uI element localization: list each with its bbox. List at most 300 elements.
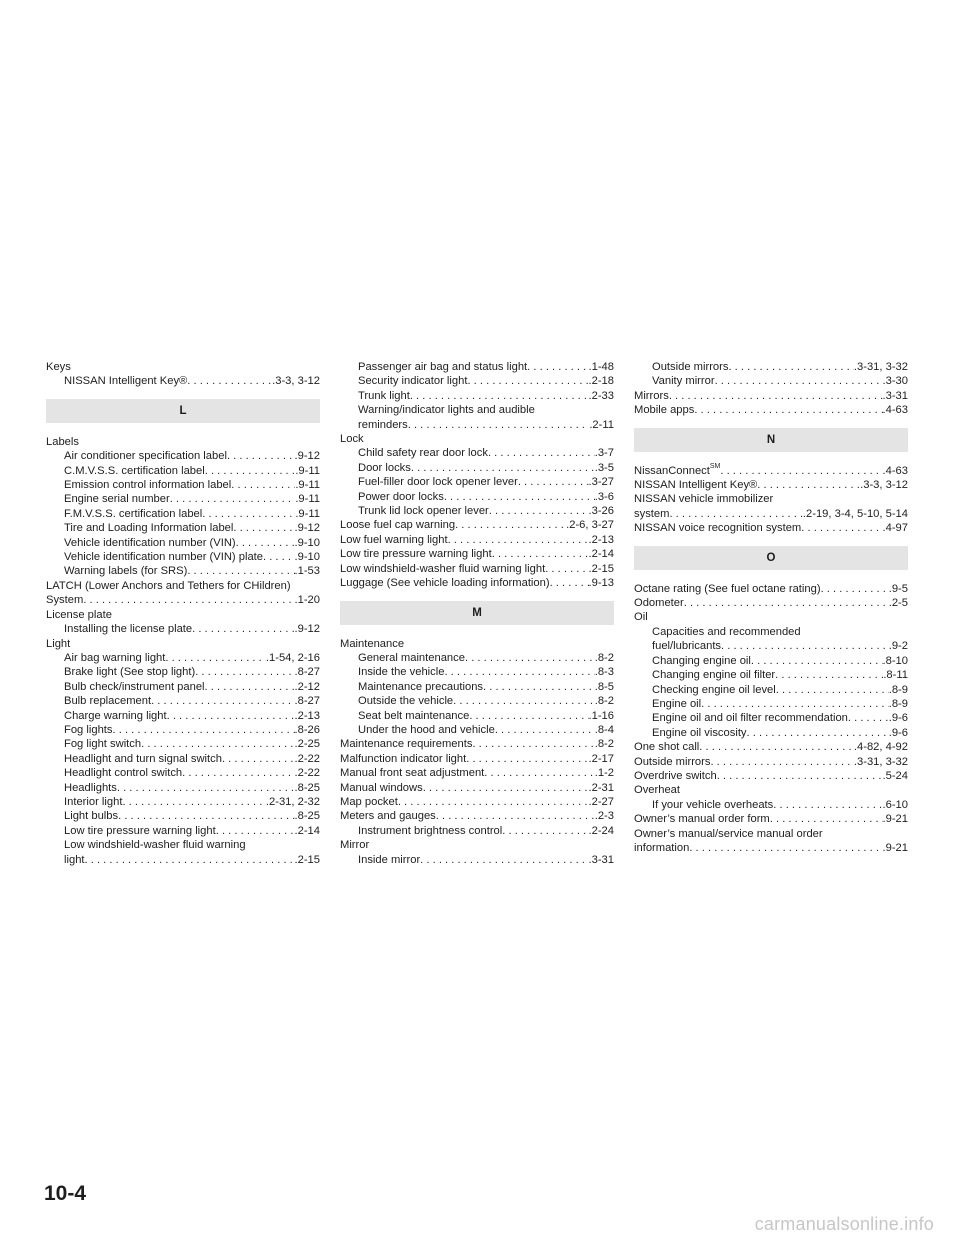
dot-leader bbox=[465, 651, 595, 665]
page-reference: .3-31 bbox=[588, 853, 614, 866]
entry-text: Tire and Loading Information label bbox=[64, 522, 234, 535]
page-reference: .3-31, 3-32 bbox=[853, 361, 908, 373]
entry-text: Light bbox=[46, 637, 71, 650]
entry-text: Octane rating (See fuel octane rating) bbox=[634, 582, 821, 595]
index-entry bbox=[46, 608, 320, 622]
page-reference: .9-10 bbox=[294, 551, 320, 564]
index-subentry bbox=[46, 853, 320, 867]
index-entry bbox=[46, 637, 320, 651]
index-entry bbox=[634, 403, 908, 417]
page-reference: .9-12 bbox=[294, 522, 320, 535]
dot-leader bbox=[192, 622, 294, 636]
dot-leader bbox=[699, 740, 854, 754]
entry-text: Low tire pressure warning light bbox=[64, 824, 216, 837]
page-reference: .2-27 bbox=[588, 795, 614, 808]
dot-leader bbox=[182, 766, 294, 780]
index-entry bbox=[340, 809, 614, 823]
entry-text: Air bag warning light bbox=[64, 651, 166, 664]
index-subentry bbox=[46, 680, 320, 694]
dot-leader bbox=[770, 812, 883, 826]
page-reference: .4-82, 4-92 bbox=[853, 741, 908, 754]
dot-leader bbox=[118, 809, 294, 823]
page-reference: .2-31, 2-32 bbox=[265, 795, 320, 808]
dot-leader bbox=[469, 709, 588, 723]
page-reference: .8-5 bbox=[594, 680, 614, 693]
dot-leader bbox=[85, 853, 295, 867]
dot-leader bbox=[233, 521, 294, 535]
index-subentry bbox=[340, 709, 614, 723]
dot-leader bbox=[466, 752, 588, 766]
index-entry bbox=[340, 518, 614, 532]
page-reference: .3-27 bbox=[588, 476, 614, 489]
entry-text: Lock bbox=[340, 433, 364, 446]
entry-text: One shot call bbox=[634, 741, 700, 754]
index-entry bbox=[340, 533, 614, 547]
dot-leader bbox=[187, 374, 272, 388]
index-subentry bbox=[634, 639, 908, 653]
dot-leader bbox=[721, 639, 889, 653]
page-reference: .8-27 bbox=[294, 695, 320, 708]
index-subentry bbox=[340, 446, 614, 460]
page-reference: .3-30 bbox=[882, 375, 908, 388]
section-header-n: N bbox=[634, 428, 908, 452]
entry-text: Loose fuel cap warning bbox=[340, 519, 456, 532]
entry-text: Inside mirror bbox=[358, 853, 421, 866]
section-header-l: L bbox=[46, 399, 320, 423]
index-entry bbox=[634, 521, 908, 535]
index-subentry bbox=[46, 536, 320, 550]
page-reference: .2-14 bbox=[588, 548, 614, 561]
page-reference: .2-18 bbox=[588, 375, 614, 388]
index-column-1 bbox=[46, 360, 320, 867]
dot-leader bbox=[195, 665, 294, 679]
dot-leader bbox=[222, 752, 295, 766]
index-subentry bbox=[46, 478, 320, 492]
dot-leader bbox=[453, 694, 595, 708]
entry-text: Bulb replacement bbox=[64, 695, 152, 708]
dot-leader bbox=[420, 853, 588, 867]
entry-text: Maintenance requirements bbox=[340, 738, 473, 751]
service-mark: SM bbox=[709, 462, 721, 470]
dot-leader bbox=[236, 536, 295, 550]
index-subentry bbox=[340, 824, 614, 838]
page-reference: .2-22 bbox=[294, 767, 320, 780]
dot-leader bbox=[775, 668, 883, 682]
dot-leader bbox=[83, 593, 294, 607]
dot-leader bbox=[710, 755, 853, 769]
index-entry bbox=[634, 582, 908, 596]
page-reference: .9-21 bbox=[882, 813, 908, 826]
dot-leader bbox=[502, 824, 588, 838]
page-reference: .9-21 bbox=[882, 841, 908, 854]
page-reference: .4-63 bbox=[882, 404, 908, 417]
entry-text: Engine oil viscosity bbox=[652, 726, 747, 739]
page-reference: .3-5 bbox=[594, 461, 614, 474]
page-reference: .9-6 bbox=[888, 726, 908, 739]
index-subentry bbox=[46, 622, 320, 636]
dot-leader bbox=[165, 651, 266, 665]
index-subentry bbox=[46, 449, 320, 463]
dot-leader bbox=[720, 464, 882, 478]
dot-leader bbox=[689, 841, 882, 855]
page-reference: .2-3 bbox=[594, 810, 614, 823]
dot-leader bbox=[448, 533, 589, 547]
entry-text: C.M.V.S.S. certification label bbox=[64, 464, 205, 477]
page-reference: .8-27 bbox=[294, 666, 320, 679]
dot-leader bbox=[801, 521, 882, 535]
entry-text: Vehicle identification number (VIN) plate bbox=[64, 551, 263, 564]
dot-leader bbox=[773, 798, 882, 812]
index-entry bbox=[340, 547, 614, 561]
entry-text: Oil bbox=[634, 611, 648, 624]
dot-leader bbox=[527, 360, 588, 374]
index-subentry bbox=[46, 795, 320, 809]
entry-text: Outside the vehicle bbox=[358, 695, 454, 708]
page-reference: .3-26 bbox=[588, 505, 614, 518]
entry-text: reminders bbox=[358, 418, 408, 431]
entry-text: Warning/indicator lights and audible bbox=[358, 404, 535, 417]
dot-leader bbox=[398, 795, 589, 809]
entry-text: If your vehicle overheats bbox=[652, 798, 774, 811]
dot-leader bbox=[717, 769, 883, 783]
entry-text: Mirrors bbox=[634, 389, 669, 402]
dot-leader bbox=[488, 446, 595, 460]
entry-text: Power door locks bbox=[358, 490, 444, 503]
index-subentry bbox=[634, 726, 908, 740]
entry-text: Under the hood and vehicle bbox=[358, 723, 495, 736]
index-subentry bbox=[634, 374, 908, 388]
entry-text: Vanity mirror bbox=[652, 375, 715, 388]
index-entry bbox=[340, 795, 614, 809]
index-subentry bbox=[340, 461, 614, 475]
entry-text: Low fuel warning light bbox=[340, 533, 448, 546]
page-reference: .2-12 bbox=[294, 680, 320, 693]
page-reference: .9-12 bbox=[294, 450, 320, 463]
entry-text: Labels bbox=[46, 435, 79, 448]
page-reference: .9-11 bbox=[295, 507, 320, 520]
index-subentry bbox=[634, 625, 908, 639]
index-entry bbox=[634, 841, 908, 855]
index-entry bbox=[634, 783, 908, 797]
entry-text: Changing engine oil bbox=[652, 654, 751, 667]
dot-leader bbox=[227, 449, 295, 463]
dot-leader bbox=[545, 562, 588, 576]
page-reference: .3-3, 3-12 bbox=[860, 479, 908, 492]
entry-text: Engine oil and oil filter recommendation bbox=[652, 712, 848, 725]
index-entry bbox=[634, 492, 908, 506]
page-reference: .6-10 bbox=[882, 798, 908, 811]
watermark-link[interactable]: carmanualsonline.info bbox=[754, 1214, 934, 1234]
entry-text: Overdrive switch bbox=[634, 769, 717, 782]
dot-leader bbox=[776, 683, 889, 697]
index-subentry bbox=[634, 798, 908, 812]
index-entry bbox=[340, 766, 614, 780]
page-reference: .9-6 bbox=[888, 712, 908, 725]
page-reference: .2-17 bbox=[588, 752, 614, 765]
page-reference: .2-13 bbox=[294, 709, 320, 722]
dot-leader bbox=[848, 711, 889, 725]
entry-text: Outside mirrors bbox=[634, 755, 711, 768]
entry-text: Headlights bbox=[64, 781, 117, 794]
index-subentry bbox=[46, 464, 320, 478]
page-reference: .4-63 bbox=[882, 464, 908, 477]
entry-text: NISSAN voice recognition system bbox=[634, 522, 802, 535]
index-subentry bbox=[340, 853, 614, 867]
index-subentry bbox=[46, 781, 320, 795]
index-entry bbox=[634, 464, 908, 478]
dot-leader bbox=[757, 478, 860, 492]
page-reference: .8-2 bbox=[594, 738, 614, 751]
entry-text: Owner’s manual order form bbox=[634, 813, 770, 826]
dot-leader bbox=[216, 824, 295, 838]
entry-text: Warning labels (for SRS) bbox=[64, 565, 188, 578]
dot-leader bbox=[167, 709, 295, 723]
dot-leader bbox=[410, 389, 589, 403]
page-reference: .1-53 bbox=[294, 565, 320, 578]
index-entry bbox=[634, 610, 908, 624]
page-reference: .8-25 bbox=[294, 781, 320, 794]
entry-text: Headlight control switch bbox=[64, 767, 183, 780]
dot-leader bbox=[408, 418, 590, 432]
page-reference: .9-10 bbox=[294, 536, 320, 549]
dot-leader bbox=[669, 507, 802, 521]
index-subentry bbox=[46, 737, 320, 751]
entry-text: Low windshield-washer fluid warning light bbox=[340, 562, 546, 575]
page-reference: .2-31 bbox=[588, 781, 614, 794]
index-entry bbox=[634, 507, 908, 521]
entry-text: Changing engine oil filter bbox=[652, 669, 776, 682]
index-column-2 bbox=[340, 360, 614, 867]
index-subentry bbox=[46, 492, 320, 506]
dot-leader bbox=[423, 781, 589, 795]
entry-text: Luggage (See vehicle loading information) bbox=[340, 577, 550, 590]
index-entry bbox=[46, 593, 320, 607]
index-entry bbox=[340, 576, 614, 590]
page-reference: .2-25 bbox=[294, 738, 320, 751]
entry-text: NISSAN vehicle immobilizer bbox=[634, 493, 774, 506]
page-reference: .3-3, 3-12 bbox=[272, 375, 320, 388]
entry-text: NISSAN Intelligent Key® bbox=[634, 479, 758, 492]
dot-leader bbox=[187, 564, 294, 578]
index-subentry bbox=[46, 752, 320, 766]
section-header-o: O bbox=[634, 546, 908, 570]
index-subentry bbox=[46, 809, 320, 823]
entry-text: F.M.V.S.S. certification label bbox=[64, 507, 203, 520]
index-subentry bbox=[46, 709, 320, 723]
entry-text: Mobile apps bbox=[634, 404, 695, 417]
page-reference: .8-26 bbox=[294, 723, 320, 736]
entry-text: Trunk lid lock opener lever bbox=[358, 505, 489, 518]
page-reference: .9-11 bbox=[295, 493, 320, 506]
index-subentry bbox=[634, 360, 908, 374]
page-reference: .2-19, 3-4, 5-10, 5-14 bbox=[802, 507, 908, 520]
index-entry bbox=[634, 740, 908, 754]
page-reference: .2-22 bbox=[294, 752, 320, 765]
index-subentry bbox=[46, 651, 320, 665]
entry-text: Capacities and recommended bbox=[652, 625, 801, 638]
page-reference: .1-48 bbox=[588, 361, 614, 373]
entry-text: Interior light bbox=[64, 795, 123, 808]
dot-leader bbox=[117, 781, 295, 795]
entry-text: Checking engine oil level bbox=[652, 683, 776, 696]
entry-text: Owner’s manual/service manual order bbox=[634, 827, 823, 840]
index-entry bbox=[340, 781, 614, 795]
entry-text: Bulb check/instrument panel bbox=[64, 680, 205, 693]
index-subentry bbox=[340, 389, 614, 403]
page-reference: .9-2 bbox=[888, 640, 908, 653]
entry-text: Manual windows bbox=[340, 781, 423, 794]
page-reference: .2-6, 3-27 bbox=[566, 519, 614, 532]
dot-leader bbox=[518, 475, 589, 489]
entry-text: Meters and gauges bbox=[340, 810, 436, 823]
index-entry bbox=[634, 827, 908, 841]
index-entry bbox=[634, 812, 908, 826]
page-reference: .1-2 bbox=[594, 767, 614, 780]
entry-text: Maintenance precautions bbox=[358, 680, 484, 693]
index-subentry bbox=[340, 680, 614, 694]
dot-leader bbox=[122, 795, 265, 809]
entry-text: Mirror bbox=[340, 839, 370, 852]
dot-leader bbox=[436, 809, 595, 823]
page-reference: .9-12 bbox=[294, 623, 320, 636]
dot-leader bbox=[113, 723, 295, 737]
index-subentry bbox=[634, 697, 908, 711]
dot-leader bbox=[751, 654, 883, 668]
page-reference: .1-16 bbox=[588, 709, 614, 722]
index-entry bbox=[46, 360, 320, 374]
entry-text: Map pocket bbox=[340, 795, 398, 808]
dot-leader bbox=[669, 389, 883, 403]
dot-leader bbox=[483, 680, 595, 694]
entry-text: Low tire pressure warning light bbox=[340, 548, 492, 561]
entry-text: Security indicator light bbox=[358, 375, 468, 388]
entry-text: System bbox=[46, 594, 84, 607]
dot-leader bbox=[444, 490, 595, 504]
entry-text: Brake light (See stop light) bbox=[64, 666, 196, 679]
entry-text: Engine oil bbox=[652, 697, 702, 710]
dot-leader bbox=[151, 694, 294, 708]
index-subentry bbox=[46, 665, 320, 679]
index-entry bbox=[46, 579, 320, 593]
index-subentry bbox=[340, 665, 614, 679]
dot-leader bbox=[484, 766, 594, 780]
section-header-m: M bbox=[340, 601, 614, 625]
index-subentry bbox=[340, 374, 614, 388]
index-entry bbox=[340, 737, 614, 751]
index-entry bbox=[340, 752, 614, 766]
dot-leader bbox=[684, 596, 889, 610]
page-reference: .8-2 bbox=[594, 695, 614, 708]
index-subentry bbox=[46, 824, 320, 838]
index-subentry bbox=[340, 475, 614, 489]
index-entry bbox=[634, 755, 908, 769]
entry-text: Maintenance bbox=[340, 637, 405, 650]
page-reference: .8-2 bbox=[594, 651, 614, 664]
index-subentry bbox=[634, 668, 908, 682]
page-reference: .8-11 bbox=[883, 669, 908, 682]
entry-text: Vehicle identification number (VIN) bbox=[64, 536, 236, 549]
index-subentry bbox=[46, 838, 320, 852]
entry-text: License plate bbox=[46, 608, 112, 621]
entry-text: Headlight and turn signal switch bbox=[64, 752, 222, 765]
index-column-3 bbox=[634, 360, 908, 855]
index-subentry bbox=[46, 507, 320, 521]
dot-leader bbox=[411, 461, 595, 475]
entry-text: Odometer bbox=[634, 597, 684, 610]
page-reference: .2-15 bbox=[294, 853, 320, 866]
entry-text: Overheat bbox=[634, 784, 681, 797]
dot-leader bbox=[492, 547, 589, 561]
index-subentry bbox=[46, 564, 320, 578]
index-subentry bbox=[340, 360, 614, 374]
index-entry bbox=[340, 562, 614, 576]
entry-text: LATCH (Lower Anchors and Tethers for CHildren) bbox=[46, 579, 291, 592]
page-reference: .2-11 bbox=[589, 418, 614, 431]
page-reference: .3-31 bbox=[882, 389, 908, 402]
entry-text: Fog lights bbox=[64, 723, 113, 736]
page-reference: .1-20 bbox=[294, 594, 320, 607]
page-reference: .8-10 bbox=[882, 654, 908, 667]
entry-text: light bbox=[64, 853, 85, 866]
entry-text: Instrument brightness control bbox=[358, 824, 503, 837]
entry-text: Installing the license plate bbox=[64, 623, 193, 636]
index-subentry bbox=[634, 654, 908, 668]
dot-leader bbox=[202, 507, 295, 521]
entry-text: NissanConnect℠ bbox=[634, 462, 721, 477]
index-subentry bbox=[46, 550, 320, 564]
page-reference: .9-13 bbox=[588, 577, 614, 590]
index-entry bbox=[340, 432, 614, 446]
index-subentry bbox=[340, 403, 614, 417]
index-subentry bbox=[634, 683, 908, 697]
page-reference: .3-31, 3-32 bbox=[853, 755, 908, 768]
dot-leader bbox=[472, 737, 594, 751]
page-reference: .9-5 bbox=[888, 582, 908, 595]
page-reference: .4-97 bbox=[882, 522, 908, 535]
entry-text: system bbox=[634, 507, 670, 520]
page-reference: .8-9 bbox=[888, 697, 908, 710]
page-reference: .8-3 bbox=[594, 666, 614, 679]
entry-text: Manual front seat adjustment bbox=[340, 767, 485, 780]
dot-leader bbox=[715, 374, 883, 388]
index-subentry bbox=[340, 723, 614, 737]
page-reference: .2-24 bbox=[588, 824, 614, 837]
page-reference: .2-13 bbox=[588, 533, 614, 546]
index-subentry bbox=[340, 694, 614, 708]
entry-text: Malfunction indicator light bbox=[340, 752, 467, 765]
entry-text: Passenger air bag and status light bbox=[358, 361, 528, 373]
index-subentry bbox=[46, 374, 320, 388]
page-reference: .3-7 bbox=[594, 447, 614, 460]
page-reference: .8-25 bbox=[294, 810, 320, 823]
index-subentry bbox=[340, 504, 614, 518]
index-subentry bbox=[634, 711, 908, 725]
index-entry bbox=[46, 435, 320, 449]
page-reference: .5-24 bbox=[882, 769, 908, 782]
dot-leader bbox=[550, 576, 589, 590]
entry-text: NISSAN Intelligent Key® bbox=[64, 375, 188, 388]
dot-leader bbox=[444, 665, 594, 679]
entry-text: General maintenance bbox=[358, 651, 465, 664]
entry-text: Door locks bbox=[358, 461, 411, 474]
page-reference: .8-4 bbox=[594, 723, 614, 736]
entry-text: Light bulbs bbox=[64, 810, 119, 823]
entry-text: Outside mirrors bbox=[652, 361, 729, 373]
entry-text: Air conditioner specification label bbox=[64, 450, 227, 463]
index-subentry bbox=[46, 766, 320, 780]
dot-leader bbox=[747, 726, 889, 740]
dot-leader bbox=[263, 550, 295, 564]
